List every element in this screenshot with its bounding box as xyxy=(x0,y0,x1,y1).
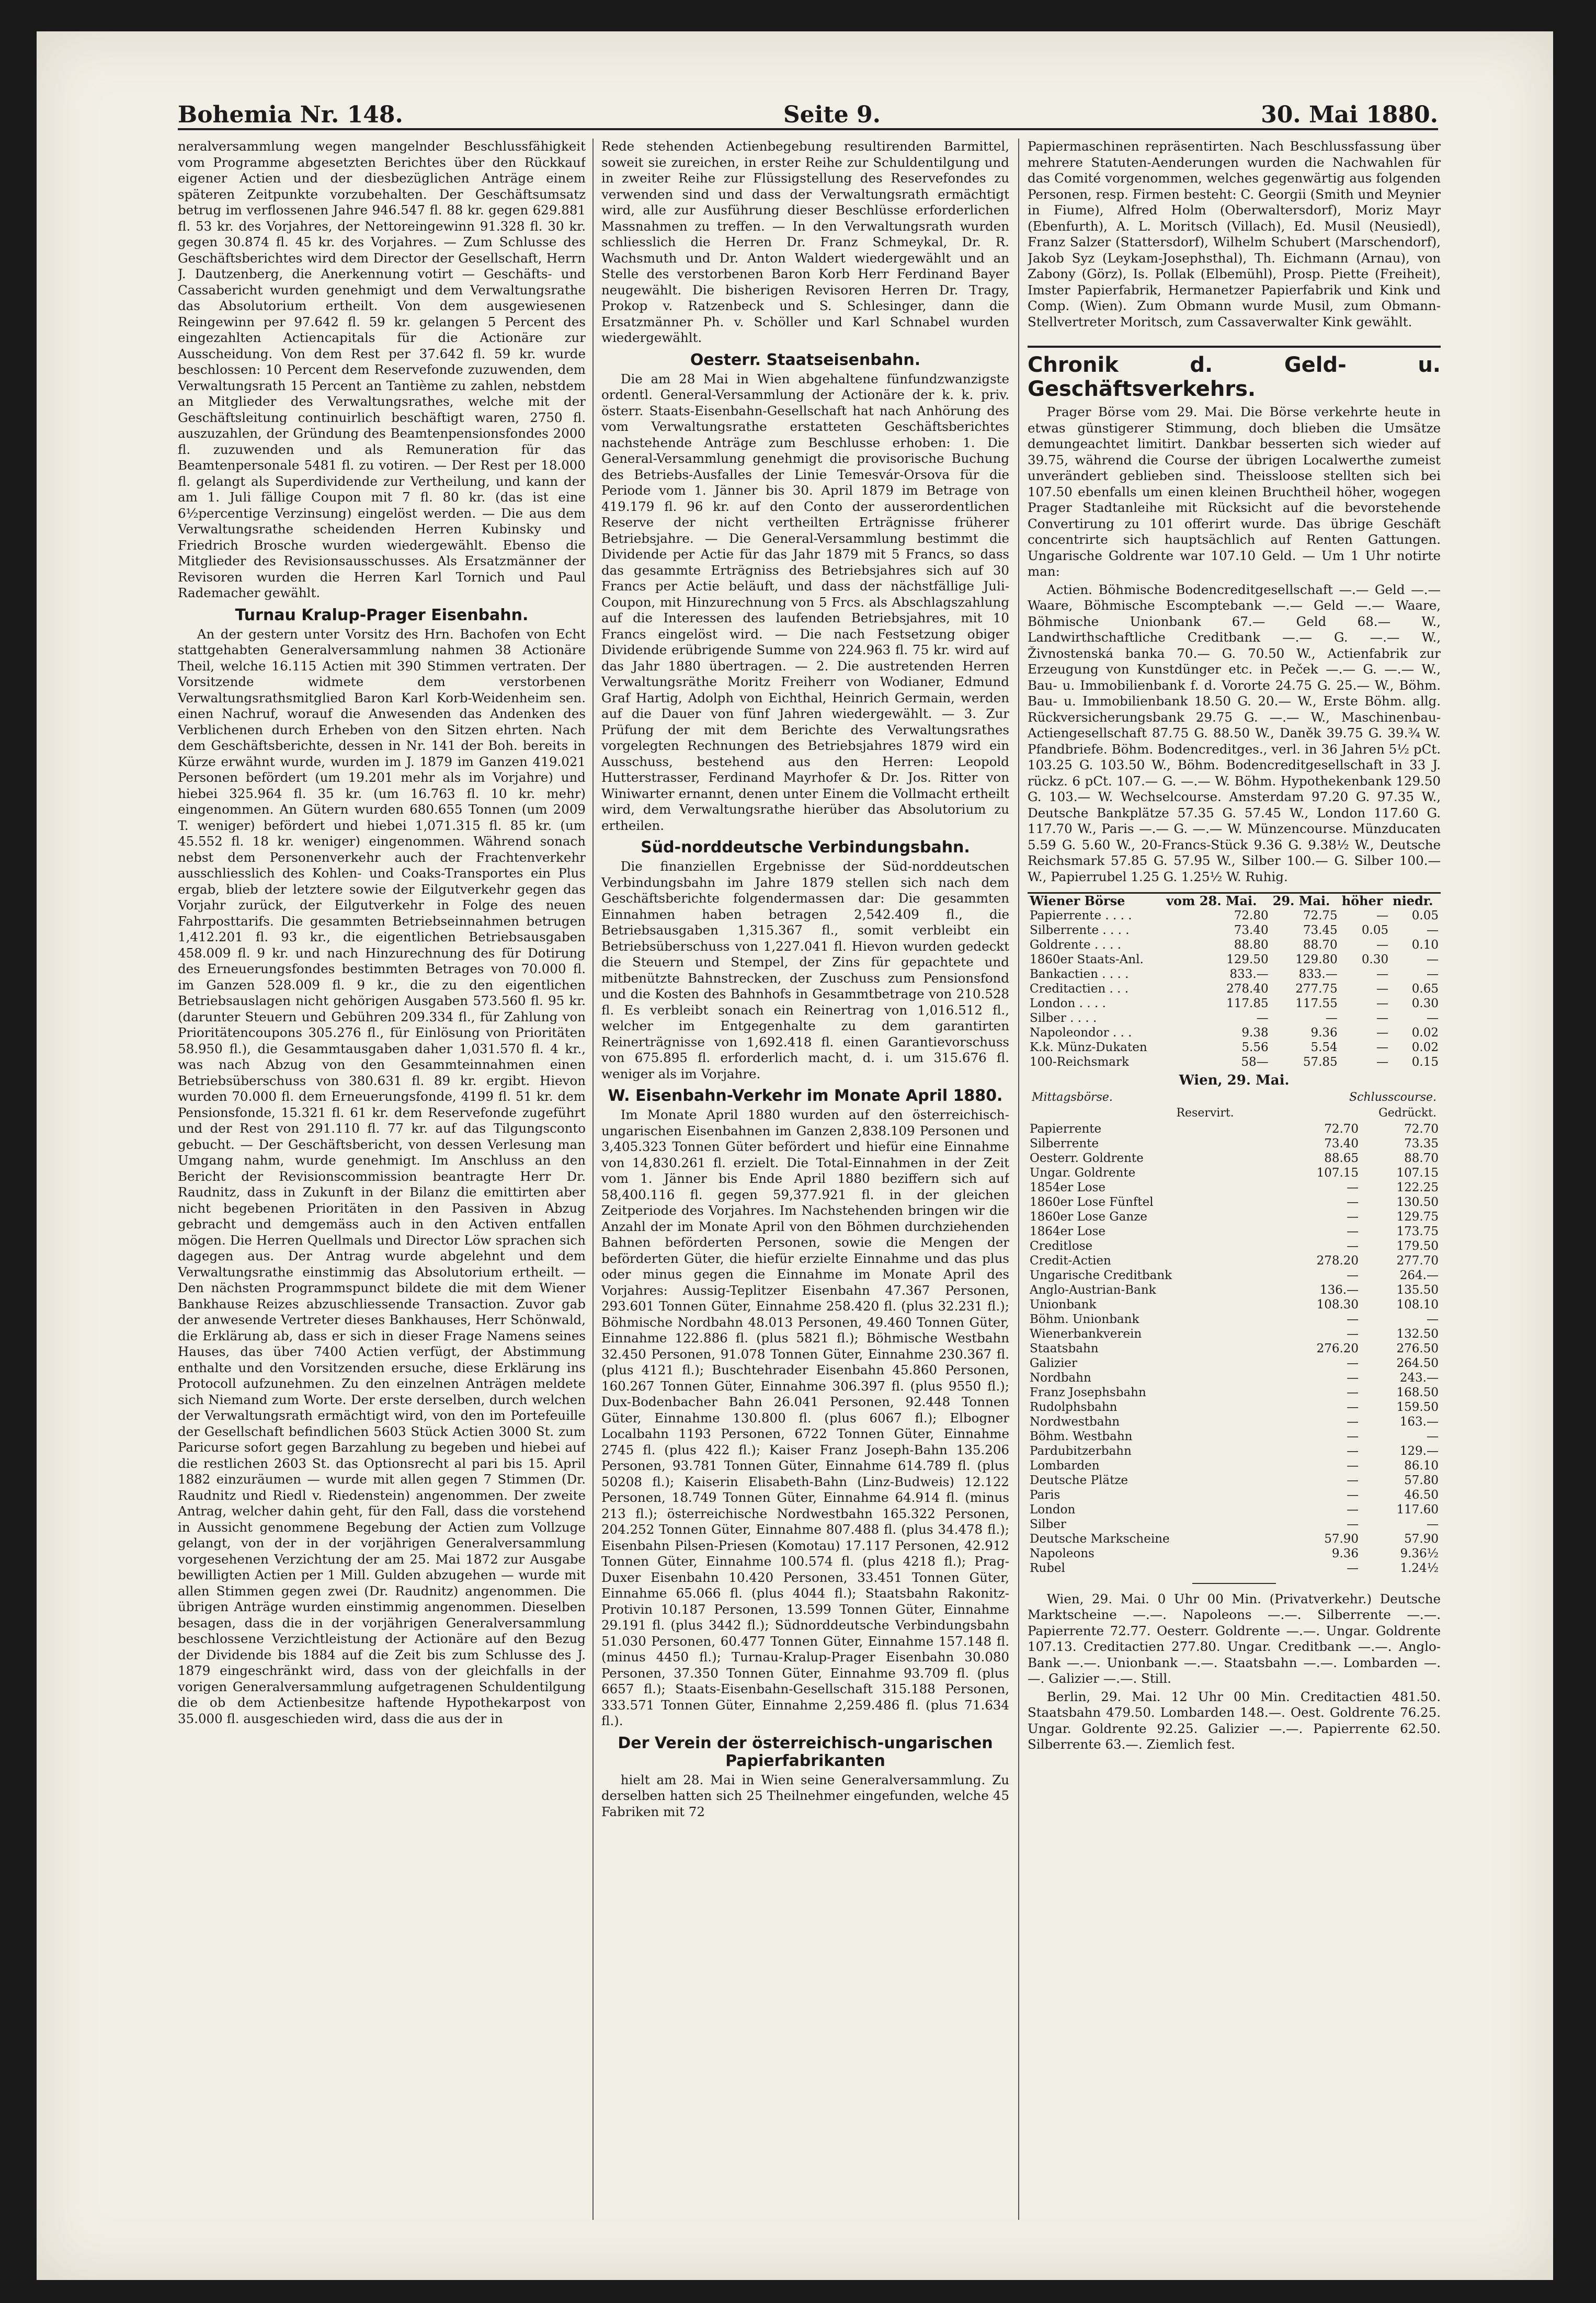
table-cell: 58— xyxy=(1241,1055,1269,1069)
table-cell: — xyxy=(1347,1488,1359,1502)
table-row xyxy=(1028,1561,1441,1576)
section-heading: Chronik d. Geld- u. Geschäftsverkehrs. xyxy=(1028,346,1441,401)
table-cell: — xyxy=(1347,1444,1359,1458)
table-row xyxy=(1028,1532,1441,1546)
table-row xyxy=(1028,1458,1441,1473)
table-cell: Nordwestbahn xyxy=(1030,1415,1120,1429)
table-cell: 122.25 xyxy=(1396,1180,1439,1194)
table-cell: Pardubitzerbahn xyxy=(1030,1444,1132,1458)
table-cell: 88.65 xyxy=(1324,1151,1359,1165)
table-body xyxy=(1028,908,1441,1069)
table-row xyxy=(1028,923,1441,938)
table-row xyxy=(1028,1297,1441,1312)
table-cell: 243.— xyxy=(1399,1371,1439,1385)
table-cell: 1854er Lose xyxy=(1030,1180,1105,1194)
article-heading: Turnau Kralup-Prager Eisenbahn. xyxy=(235,606,529,624)
table-cell: 73.35 xyxy=(1404,1136,1439,1150)
table-header-cell: Wiener Börse xyxy=(1030,893,1125,908)
table-row xyxy=(1028,1180,1441,1195)
table-cell: 9.36 xyxy=(1310,1026,1338,1040)
table-row xyxy=(1028,908,1441,923)
table-header-cell: höher xyxy=(1341,893,1383,908)
table-cell: Silber . . . . xyxy=(1030,1011,1097,1025)
article-paragraph: hielt am 28. Mai in Wien seine Generalversammlung. Zu derselben hatten sich 25 Theilnehmer eingefunden, welche 45 Fabriken mit 72 xyxy=(601,1772,1009,1819)
table-row xyxy=(1028,1517,1441,1532)
table-cell: 88.70 xyxy=(1404,1151,1439,1165)
wien-schluss-table xyxy=(1028,1122,1441,1576)
table-cell: Paris xyxy=(1030,1488,1061,1502)
table-cell: 0.05 xyxy=(1361,924,1389,937)
table-cell: 57.85 xyxy=(1303,1055,1338,1069)
table-cell: — xyxy=(1347,1473,1359,1487)
table-row xyxy=(1028,1341,1441,1356)
article-heading: W. Eisenbahn-Verkehr im Monate April 1880. xyxy=(608,1087,1003,1105)
table-cell: 135.50 xyxy=(1396,1283,1439,1297)
table-cell: — xyxy=(1427,1312,1439,1326)
table-cell: — xyxy=(1347,1415,1359,1429)
table-cell: Galizier xyxy=(1030,1356,1077,1370)
table-cell: 57.80 xyxy=(1404,1473,1439,1487)
table-row xyxy=(1028,1371,1441,1385)
table-cell: 72.70 xyxy=(1404,1122,1439,1136)
table-cell: 1.24½ xyxy=(1400,1561,1439,1575)
table-cell: — xyxy=(1376,1011,1389,1025)
table-row xyxy=(1028,1239,1441,1253)
table-row xyxy=(1028,1385,1441,1400)
column-3 xyxy=(1028,139,1441,2220)
table-cell: — xyxy=(1347,1268,1359,1282)
table-cell: London . . . . xyxy=(1030,997,1106,1010)
table-cell: 0.02 xyxy=(1411,1026,1439,1040)
table-cell: Silber xyxy=(1030,1517,1066,1531)
table-cell: Goldrente . . . . xyxy=(1030,938,1122,952)
table-cell: Deutsche Plätze xyxy=(1030,1473,1128,1487)
table-row xyxy=(1028,982,1441,996)
table-cell: 86.10 xyxy=(1404,1458,1439,1473)
table-row xyxy=(1028,1210,1441,1224)
table-cell: — xyxy=(1376,967,1389,981)
table-cell: 100-Reichsmark xyxy=(1030,1055,1129,1069)
table-header-row xyxy=(1028,894,1441,908)
table-cell: 57.90 xyxy=(1404,1532,1439,1546)
header-date: 30. Mai 1880. xyxy=(1261,101,1438,128)
table-row xyxy=(1028,1040,1441,1055)
table-cell: 0.65 xyxy=(1411,982,1439,996)
table-cell: Böhm. Westbahn xyxy=(1030,1429,1133,1443)
table-cell: — xyxy=(1325,1011,1338,1025)
schlusscourse-label: Schlusscourse. xyxy=(1349,1090,1437,1104)
table-row xyxy=(1028,1488,1441,1502)
table-cell: Lombarden xyxy=(1030,1458,1100,1473)
table-cell: — xyxy=(1427,1429,1439,1443)
table-cell: 5.56 xyxy=(1241,1041,1269,1054)
table-cell: 129.— xyxy=(1399,1444,1439,1458)
article-paragraph: Berlin, 29. Mai. 12 Uhr 00 Min. Creditactien 481.50. Staatsbahn 479.50. Lombarden 148.—. Oest. Goldrente 76.25. Ungar. Goldrente 92.25. Galizier —.—. Papierrente 62.50. Silberrente 63.—. Ziemlich fest. xyxy=(1028,1689,1441,1752)
table-cell: — xyxy=(1376,1026,1389,1040)
table-cell: 179.50 xyxy=(1396,1239,1439,1253)
table-cell: 73.40 xyxy=(1234,924,1269,937)
table-cell: — xyxy=(1427,1011,1439,1025)
table-cell: 9.36 xyxy=(1331,1546,1359,1560)
table-cell: 5.54 xyxy=(1310,1041,1338,1054)
table-row xyxy=(1028,1136,1441,1151)
table-cell: 0.10 xyxy=(1411,938,1439,952)
table-cell: Napoleondor . . . xyxy=(1030,1026,1132,1040)
table-cell: — xyxy=(1347,1517,1359,1531)
article-heading: Der Verein der österreichisch-ungarischen Papierfabrikanten xyxy=(618,1734,993,1770)
article-heading: Süd-norddeutsche Verbindungsbahn. xyxy=(641,838,970,857)
table-cell: 107.15 xyxy=(1396,1166,1439,1180)
table-cell: 1860er Staats-Anl. xyxy=(1030,953,1144,966)
table-row xyxy=(1028,1166,1441,1180)
table-cell: 136.— xyxy=(1319,1283,1359,1297)
table-cell: Staatsbahn xyxy=(1030,1341,1099,1355)
wiener-boerse-table-block xyxy=(1028,892,1441,1069)
header-masthead: Bohemia Nr. 148. xyxy=(178,101,403,128)
article-paragraph: Wien, 29. Mai. 0 Uhr 00 Min. (Privatverkehr.) Deutsche Marktscheine —.—. Napoleons —.—. Silberrente —.—. Papierrente 72.77. Oesterr. Goldrente —.—. Ungar. Goldrente 107.13. Creditactien 277.80. Ungar. Creditbank —.—. Anglo-Bank —.—. Unionbank —.—. Staatsbahn —.—. Lombarden —.—. Galizier —.—. Still. xyxy=(1028,1591,1441,1686)
reservirt-label: Reservirt. xyxy=(1176,1107,1234,1120)
table-cell: — xyxy=(1347,1312,1359,1326)
table-row xyxy=(1028,1415,1441,1429)
table-cell: 129.75 xyxy=(1396,1210,1439,1224)
table-cell: Böhm. Unionbank xyxy=(1030,1312,1139,1326)
table-row xyxy=(1028,967,1441,982)
table-cell: 108.10 xyxy=(1396,1297,1439,1312)
table-cell: 1864er Lose xyxy=(1030,1224,1105,1238)
table-cell: — xyxy=(1376,1041,1389,1054)
table-row xyxy=(1028,1055,1441,1069)
table-sublabels xyxy=(1028,1090,1441,1106)
table-cell: — xyxy=(1347,1224,1359,1238)
table-cell: — xyxy=(1427,924,1439,937)
table-cell: Papierrente xyxy=(1030,1122,1102,1136)
table-cell: — xyxy=(1376,938,1389,952)
table-cell: 0.30 xyxy=(1411,997,1439,1010)
table-body xyxy=(1028,1122,1441,1576)
divider xyxy=(1192,1583,1276,1584)
table-row xyxy=(1028,1151,1441,1166)
table-cell: 88.80 xyxy=(1234,938,1269,952)
article-paragraph: Actien. Böhmische Bodencreditgesellschaft —.— Geld —.— Waare, Böhmische Escomptebank —.— Geld —.— Waare, Böhmische Unionbank 67.— Geld 68.— W., Landwirthschaftliche Creditbank —.— G. —.— W., Živnostenská banka 70.— G. 70.50 W., Actienfabrik zur Erzeugung von Kunstdünger etc. in Peček —.— G. —.— W., Bau- u. Immobilienbank f. d. Vororte 24.75 G. 25.— W., Böhm. Bau- u. Immobilienbank 18.50 G. 20.— W., Erste Böhm. allg. Rückversicherungsbank 29.75 G. —.— W., Maschinenbau-Actiengesellschaft 87.75 G. 88.50 W., Daněk 39.75 G. 39.¾ W. Pfandbriefe. Böhm. Bodencreditges., verl. in 36 Jahren 5½ pCt. 103.25 G. 103.50 W., Böhm. Bodencreditgesellschaft in 33 J. rückz. 6 pCt. 107.— G. —.— W. Böhm. Hypothekenbank 129.50 G. 103.— W. Wechselcourse. Amsterdam 97.20 G. 97.35 W., Deutsche Bankplätze 57.35 G. 57.45 W., London 117.60 G. 117.70 W., Paris —.— G. —.— W. Münzencourse. Münzducaten 5.59 G. 5.60 W., 20-Francs-Stück 9.36 G. 9.38½ W., Deutsche Reichsmark 57.85 G. 57.95 W., Silber 100.— G. Silber 100.— W., Papierrubel 1.25 G. 1.25½ W. Ruhig. xyxy=(1028,582,1441,884)
wiener-boerse-table xyxy=(1028,894,1441,1069)
table-cell: — xyxy=(1347,1195,1359,1209)
table-cell: — xyxy=(1347,1502,1359,1517)
table-cell: 1860er Lose Fünftel xyxy=(1030,1195,1154,1209)
table-cell: 173.75 xyxy=(1396,1224,1439,1238)
page-header xyxy=(178,81,1438,130)
table-cell: — xyxy=(1376,1055,1389,1069)
table-row xyxy=(1028,1011,1441,1025)
table-cell: 129.50 xyxy=(1226,953,1269,966)
table-cell: Silberrente xyxy=(1030,1136,1099,1150)
table-cell: 72.80 xyxy=(1234,909,1269,922)
table-row xyxy=(1028,1444,1441,1458)
table-cell: — xyxy=(1427,967,1439,981)
table-row xyxy=(1028,1224,1441,1239)
article-paragraph: An der gestern unter Vorsitz des Hrn. Bachofen von Echt stattgehabten Generalversammlung nahmen 38 Actionäre Theil, welche 16.115 Actien mit 390 Stimmen vertraten. Der Vorsitzende widmete dem verstorbenen Verwaltungsrathsmitglied Baron Karl Korb-Weidenheim sen. einen Nachruf, worauf die Anwesenden das Andenken des Verblichenen durch Erheben von den Sitzen ehrten. Nach dem Geschäftsberichte, dessen in Nr. 141 der Boh. bereits in Kürze erwähnt wurde, wurden im J. 1879 im Ganzen 419.021 Personen befördert (um 19.201 mehr als im Vorjahre) und hiebei 325.964 fl. 35 kr. (um 16.763 fl. 10 kr. mehr) eingenommen. An Gütern wurden 680.655 Tonnen (um 2009 T. weniger) befördert und hiebei 1,071.315 fl. 85 kr. (um 45.552 fl. 18 kr. weniger) eingenommen. Während sonach nebst dem Personenverkehr auch der Frachtenverkehr ausschliesslich des Kohlen- und Coaks-Transportes ein Plus ergab, blieb der letztere sowie der Eilgutverkehr gegen das Vorjahr zurück, der Eilgutverkehr in Folge des neuen Fahrposttarifs. Die gesammten Betriebseinnahmen betrugen 1,412.201 fl. 93 kr., die eigentlichen Betriebsausgaben 458.009 fl. 9 kr. und nach Hinzurechnung des für Dotirung des Erneuerungsfondes bestimmten Betrages von 70.000 fl. im Ganzen 528.009 fl. 9 kr., die zu den eigentlichen Betriebsauslagen nicht gehörigen Ausgaben 573.560 fl. 95 kr. (darunter Steuern und Gebühren 209.334 fl., für Zahlung von Prioritätencoupons 305.276 fl., für Einlösung von Prioritäten 58.950 fl.), die Gesammtausgaben daher 1,031.570 fl. 4 kr., was nach Abzug von den Gesammteinnahmen einen Betriebsüberschuss von 380.631 fl. 89 kr. ergibt. Hievon wurden 70.000 fl. dem Erneuerungsfonde, 4199 fl. 51 kr. dem Pensionsfonde, 15.321 fl. 61 kr. dem Reservefonde zugeführt und der Rest von 291.110 fl. 77 kr. auf das Tilgungsconto gebucht. — Der Geschäftsbericht, von dessen Verlesung man Umgang nahm, wurde genehmigt. Im Anschluss an den Bericht der Revisionscommission beantragte Herr Dr. Raudnitz, dass in Zukunft in der Bilanz die emittirten aber nicht begebenen Prioritäten in den Passiven in Abzug gebracht und demgemäss auch in den Activen entfallen mögen. Die Herren Quellmals und Director Löw sprachen sich dagegen aus. Der Antrag wurde abgelehnt und dem Verwaltungsrathe einstimmig das Absolutorium ertheilt. — Den nächsten Programmspunct bildete die mit dem Wiener Bankhause Reizes abzuschliessende Transaction. Zuvor gab der anwesende Vertreter dieses Bankhauses, Herr Schönwald, die Erklärung ab, dass er sich in dieser Frage Namens seines Hauses, das über 7400 Actien verfügt, der Abstimmung enthalte und den Vorsitzenden ersuche, diese Erklärung ins Protocoll aufzunehmen. Zu den einzelnen Anträgen meldete sich Niemand zum Worte. Der erste derselben, durch welchen der Verwaltungsrath ermächtigt wird, von den im Portefeuille der Gesellschaft befindlichen 5603 Stück Actien 3000 St. zum Paricurse sofort gegen Barzahlung zu begeben und hiebei auf die restlichen 2603 St. das Optionsrecht al pari bis 15. April 1882 einzuräumen — wurde mit allen gegen 7 Stimmen (Dr. Raudnitz und Riedl v. Riedenstein) angenommen. Der zweite Antrag, welcher dahin geht, für den Fall, dass die vorstehend in Aussicht genommene Begebung der Actien zum Vollzuge gelangt, von der in der vorjährigen Generalversammlung vorgesehenen Verzichtung der am 25. Mai 1872 zur Ausgabe bewilligten Actien per 1 Mill. Gulden abzugehen — wurde mit allen Stimmen gegen zwei (Dr. Raudnitz) angenommen. Die übrigen Anträge wurden einstimmig angenommen. Dieselben besagen, dass die in der vorjährigen Generalversammlung beschlossene Verzichtleistung der Actionäre auf den Bezug der Dividende bis 1884 auf die Zeit bis zum Schlusse des J. 1879 eingeschränkt wird, dass von der gleichfalls in der vorigen Generalversammlung aufgetragenen Schuldentilgung die ob dem Actienbesitze haftende Hypothekarpost von 35.000 fl. ausgeschieden wird, dass die aus der in xyxy=(178,626,586,1726)
table-cell: Nordbahn xyxy=(1030,1371,1091,1385)
column-rule xyxy=(592,139,594,2220)
table-cell: 9.36½ xyxy=(1400,1546,1439,1560)
table-cell: — xyxy=(1347,1356,1359,1370)
table-cell: 276.20 xyxy=(1316,1341,1359,1355)
table-cell: 72.75 xyxy=(1303,909,1338,922)
table-cell: — xyxy=(1376,982,1389,996)
table-row xyxy=(1028,1268,1441,1283)
table-title: Wien, 29. Mai. xyxy=(1179,1073,1290,1088)
table-cell: 72.70 xyxy=(1324,1122,1359,1136)
table-cell: 129.80 xyxy=(1295,953,1338,966)
table-cell: — xyxy=(1427,953,1439,966)
table-cell: — xyxy=(1347,1371,1359,1385)
article-paragraph: Die finanziellen Ergebnisse der Süd-norddeutschen Verbindungsbahn im Jahre 1879 stellen sich nach dem Geschäftsberichte folgendermassen dar: Die gesammten Einnahmen haben betragen 2,542.409 fl., die Betriebsausgaben 1,315.367 fl., somit verbleibt ein Betriebsüberschuss von 1,227.041 fl. Hievon wurden gedeckt die Steuern und Stempel, der Zins für gepachtete und mitbenützte Bahnstrecken, der Zuschuss zum Pensionsfond und die Kosten des Bahnhofs in Gesammtbetrage von 210.528 fl. Es verbleibt sonach ein Reinertrag von 1,016.512 fl., welcher im Entgegenhalte zu dem garantirten Reinerträgnisse von 1,692.418 fl. einen Garantievorschuss von 675.895 fl. erforderlich macht, d. i. um 315.676 fl. weniger als im Vorjahre. xyxy=(601,859,1009,1081)
table-cell: 163.— xyxy=(1399,1415,1439,1429)
table-cell: Credit-Actien xyxy=(1030,1253,1111,1268)
table-cell: 57.90 xyxy=(1324,1532,1359,1546)
article-heading: Oesterr. Staatseisenbahn. xyxy=(690,350,921,369)
table-cell: 117.85 xyxy=(1226,997,1269,1010)
table-header-cell: niedr. xyxy=(1393,893,1433,908)
table-cell: — xyxy=(1347,1210,1359,1224)
table-cell: Oesterr. Goldrente xyxy=(1030,1151,1144,1165)
table-row xyxy=(1028,1502,1441,1517)
newspaper-page xyxy=(37,31,1553,2280)
table-cell: 107.15 xyxy=(1316,1166,1359,1180)
table-cell: Rudolphsbahn xyxy=(1030,1400,1118,1414)
table-cell: — xyxy=(1347,1429,1359,1443)
table-cell: 264.50 xyxy=(1396,1356,1439,1370)
article-paragraph: Im Monate April 1880 wurden auf den österreichisch-ungarischen Eisenbahnen im Ganzen 2,838.109 Personen und 3,405.323 Tonnen Güter befördert und hiefür eine Einnahme von 14,830.261 fl. erzielt. Die Total-Einnahmen in der Zeit vom 1. Jänner bis Ende April 1880 beziffern sich auf 58,400.116 fl. gegen 59,377.921 fl. in der gleichen Zeitperiode des Vorjahres. Im Nachstehenden bringen wir die Anzahl der im Monate April von den Böhmen durchziehenden Bahnen beförderten Personen, sowie die Mengen der beförderten Güter, die hiefür erzielte Einnahme und das plus oder minus gegen die Einnahme im Monate April des Vorjahres: Aussig-Teplitzer Eisenbahn 47.367 Personen, 293.601 Tonnen Güter, Einnahme 258.420 fl. (plus 32.231 fl.); Böhmische Nordbahn 48.013 Personen, 49.460 Tonnen Güter, Einnahme 122.886 fl. (plus 5821 fl.); Böhmische Westbahn 32.450 Personen, 91.078 Tonnen Güter, Einnahme 230.367 fl. (plus 4121 fl.); Buschtehrader Eisenbahn 45.860 Personen, 160.267 Tonnen Güter, Einnahme 306.397 fl. (plus 9550 fl.); Dux-Bodenbacher Bahn 26.041 Personen, 92.448 Tonnen Güter, Einnahme 130.800 fl. (plus 6067 fl.); Elbogner Localbahn 1193 Personen, 6722 Tonnen Güter, Einnahme 2745 fl. (plus 422 fl.); Kaiser Franz Joseph-Bahn 135.206 Personen, 93.781 Tonnen Güter, Einnahme 614.789 fl. (plus 50208 fl.); Kaiserin Elisabeth-Bahn (Linz-Budweis) 12.122 Personen, 18.749 Tonnen Güter, Einnahme 64.914 fl. (minus 213 fl.); österreichische Nordwestbahn 165.322 Personen, 204.252 Tonnen Güter, Einnahme 807.488 fl. (plus 34.478 fl.); Eisenbahn Pilsen-Priesen (Komotau) 17.117 Personen, 42.912 Tonnen Güter, Einnahme 100.574 fl. (plus 4218 fl.); Prag-Duxer Eisenbahn 10.420 Personen, 33.451 Tonnen Güter, Einnahme 65.066 fl. (plus 4044 fl.); Staatsbahn Rakonitz-Protivin 10.187 Personen, 13.599 Tonnen Güter, Einnahme 29.191 fl. (plus 3442 fl.); Südnorddeutsche Verbindungsbahn 51.030 Personen, 60.477 Tonnen Güter, Einnahme 157.148 fl. (minus 4450 fl.); Turnau-Kralup-Prager Eisenbahn 30.080 Personen, 37.350 Tonnen Güter, Einnahme 93.709 fl. (plus 6657 fl.); Staats-Eisenbahn-Gesellschaft 315.188 Personen, 333.571 Tonnen Güter, Einnahme 2,259.486 fl. (plus 71.634 fl.). xyxy=(601,1107,1009,1728)
gedrueckt-label: Gedrückt. xyxy=(1378,1107,1437,1120)
table-cell: Deutsche Markscheine xyxy=(1030,1532,1170,1546)
column-1 xyxy=(178,139,586,2220)
table-cell: 73.45 xyxy=(1303,924,1338,937)
table-cell: 132.50 xyxy=(1396,1327,1439,1341)
table-cell: 88.70 xyxy=(1303,938,1338,952)
table-row xyxy=(1028,1356,1441,1371)
table-cell: Creditlose xyxy=(1030,1239,1093,1253)
table-cell: — xyxy=(1427,1517,1439,1531)
table-cell: 278.40 xyxy=(1226,982,1269,996)
table-row xyxy=(1028,1253,1441,1268)
table-row xyxy=(1028,1546,1441,1561)
table-cell: Bankactien . . . . xyxy=(1030,967,1129,981)
table-cell: Papierrente . . . . xyxy=(1030,909,1132,922)
table-row xyxy=(1028,996,1441,1011)
table-row xyxy=(1028,1473,1441,1488)
table-cell: Creditactien . . . xyxy=(1030,982,1129,996)
table-row xyxy=(1028,1283,1441,1297)
article-paragraph: Papiermaschinen repräsentirten. Nach Beschlussfassung über mehrere Statuten-Aenderungen wurden die Nachwahlen für das Comité vorgenommen, welches gegenwärtig aus folgenden Personen, resp. Firmen besteht: C. Georgii (Smith und Meynier in Fiume), Alfred Holm (Oberwaltersdorf), Moriz Mayr (Ebenfurth), A. L. Moritsch (Villach), Ed. Musil (Neusiedl), Franz Salzer (Stattersdorf), Wilhelm Schubert (Marschendorf), Jakob Syz (Leykam-Josephsthal), Th. Eichmann (Arnau), von Zabony (Görz), Is. Pollak (Elbemühl), Prosp. Piette (Freiheit), Imster Papierfabrik, Hermanetzer Papierfabrik und Kink und Comp. (Wien). Zum Obmann wurde Musil, zum Obmann-Stellvertreter Moritsch, zum Cassaverwalter Kink gewählt. xyxy=(1028,139,1441,329)
table-cell: 9.38 xyxy=(1241,1026,1269,1040)
table-cell: Anglo-Austrian-Bank xyxy=(1030,1283,1156,1297)
table-cell: — xyxy=(1376,997,1389,1010)
table-cell: — xyxy=(1347,1561,1359,1575)
table-cell: Silberrente . . . . xyxy=(1030,924,1130,937)
table-cell: 277.70 xyxy=(1396,1253,1439,1268)
table-cell: London xyxy=(1030,1502,1076,1517)
article-paragraph: Prager Börse vom 29. Mai. Die Börse verkehrte heute in etwas günstigerer Stimmung, doch blieben die Umsätze demungeachtet limitirt. Dankbar besserten sich wieder auf 39.75, während die Course der übrigen Localwerthe zumeist unverändert geblieben sind. Theissloose stellten sich bei 107.50 ebenfalls um einen kleinen Bruchtheil höher, wogegen Prager Stadtanleihe mit Rücksicht auf die bevorstehende Convertirung zu 101 offerirt wurde. Das übrige Geschäft concentrirte sich hauptsächlich auf Renten Gattungen. Ungarische Goldrente war 107.10 Geld. — Um 1 Uhr notirte man: xyxy=(1028,404,1441,579)
table-cell: — xyxy=(1347,1327,1359,1341)
table-cell: 0.05 xyxy=(1411,909,1439,922)
table-cell: — xyxy=(1347,1458,1359,1473)
table-cell: 46.50 xyxy=(1404,1488,1439,1502)
table-cell: 130.50 xyxy=(1396,1195,1439,1209)
table-cell: Rubel xyxy=(1030,1561,1065,1575)
table-header-cell: vom 28. Mai. xyxy=(1166,893,1257,908)
table-row xyxy=(1028,1195,1441,1210)
table-cell: 278.20 xyxy=(1316,1253,1359,1268)
article-paragraph: Die am 28 Mai in Wien abgehaltene fünfundzwanzigste ordentl. General-Versammlung der Actionäre der k. k. priv. österr. Staats-Eisenbahn-Gesellschaft hat nach Anhörung des vom Verwaltungsrathe erstatteten Geschäftsberichtes nachstehende Anträge zum Beschlusse erhoben: 1. Die General-Versammlung genehmigt die provisorische Buchung des Betriebs-Ausfalles der Linie Temesvár-Orsova für die Periode vom 1. Jänner bis 30. April 1879 im Betrage von 419.179 fl. 96 kr. auf den Conto der ausserordentlichen Reserve der nicht vertheilten Erträgnisse früherer Betriebsjahre. — Die General-Versammlung bestimmt die Dividende per Actie für das Jahr 1879 mit 5 Francs, so dass das gesammte Erträgniss des Betriebsjahres sich auf 30 Francs per Actie beläuft, und dass der nächstfällige Juli-Coupon, mit Hinzurechnung von 5 Frcs. als Abschlagszahlung auf die Interessen des laufenden Betriebsjahres, mit 10 Francs eingelöst wird. — Die nach Festsetzung obiger Dividende erübrigende Summe von 224.963 fl. 75 kr. wird auf das Jahr 1880 übertragen. — 2. Die austretenden Herren Verwaltungsräthe Moritz Freiherr von Wodianer, Edmund Graf Hartig, Adolph von Eichthal, Heinrich Germain, werden auf die Dauer von fünf Jahren wiedergewählt. — 3. Zur Prüfung der mit dem Berichte des Verwaltungsrathes vorgelegten Rechnungen des Betriebsjahres 1879 wird ein Ausschuss, bestehend aus den Herren: Leopold Hutterstrasser, Ferdinand Mayrhofer & Dr. Jos. Ritter von Winiwarter ernannt, denen unter Einem die Vollmacht ertheilt wird, dem Verwaltungsrathe hierüber das Absolutorium zu ertheilen. xyxy=(601,371,1009,833)
table-cell: 833.— xyxy=(1229,967,1269,981)
table-cell: 833.— xyxy=(1298,967,1338,981)
table-cell: 108.30 xyxy=(1316,1297,1359,1312)
table-cell: — xyxy=(1347,1180,1359,1194)
table-cell: Ungarische Creditbank xyxy=(1030,1268,1172,1282)
table-cell: Napoleons xyxy=(1030,1546,1095,1560)
table-cell: 0.02 xyxy=(1411,1041,1439,1054)
table-row xyxy=(1028,1312,1441,1327)
table-cell: 276.50 xyxy=(1396,1341,1439,1355)
table-cell: Ungar. Goldrente xyxy=(1030,1166,1136,1180)
column-rule xyxy=(1018,139,1019,2220)
table-cell: Franz Josephsbahn xyxy=(1030,1385,1146,1399)
table-cell: — xyxy=(1376,909,1389,922)
table-cell: 0.30 xyxy=(1361,953,1389,966)
table-cell: 73.40 xyxy=(1324,1136,1359,1150)
table-row xyxy=(1028,1429,1441,1444)
table-cell: 117.55 xyxy=(1295,997,1338,1010)
table-cell: Wienerbankverein xyxy=(1030,1327,1142,1341)
header-page-number: Seite 9. xyxy=(783,101,881,128)
table-cell: Unionbank xyxy=(1030,1297,1097,1312)
table-row xyxy=(1028,952,1441,967)
table-cell: — xyxy=(1256,1011,1269,1025)
mittagsboerse-label: Mittagsbörse. xyxy=(1032,1090,1113,1104)
table-cell: 264.— xyxy=(1399,1268,1439,1282)
table-cell: 168.50 xyxy=(1396,1385,1439,1399)
table-cell: — xyxy=(1347,1400,1359,1414)
table-row xyxy=(1028,1400,1441,1415)
table-cell: 277.75 xyxy=(1295,982,1338,996)
table-sublabels xyxy=(1028,1105,1441,1122)
table-row xyxy=(1028,1025,1441,1040)
table-cell: 159.50 xyxy=(1396,1400,1439,1414)
article-paragraph: neralversammlung wegen mangelnder Beschlussfähigkeit vom Programme abgesetzten Berichtes über den Rückkauf eigener Actien und der diesbezüglichen Anträge einem späteren Zeitpunkte vorzubehalten. Der Geschäftsumsatz betrug im verflossenen Jahre 946.547 fl. 88 kr. gegen 629.881 fl. 53 kr. des Vorjahres, der Nettoreingewinn 91.328 fl. 30 kr. gegen 30.874 fl. 45 kr. des Vorjahres. — Zum Schlusse des Geschäftsberichtes wird dem Director der Gesellschaft, Herrn J. Dautzenberg, die Anerkennung votirt — Geschäfts- und Cassabericht wurden genehmigt und dem Verwaltungsrathe das Absolutorium ertheilt. Von dem ausgewiesenen Reingewinn per 97.642 fl. 59 kr. gelangen 5 Percent des eingezahlten Actiencapitals für die Actionäre zur Ausscheidung. Von dem Rest per 37.642 fl. 59 kr. wurde beschlossen: 10 Percent dem Reservefonde zuzuwenden, dem Verwaltungsrath 15 Percent an Tantième zu zahlen, nebstdem an Mitglieder des Verwaltungsrathes, welche mit der Geschäftsleitung continuirlich beschäftigt waren, 2750 fl. auszuzahlen, der Gründung des Beamtenpensionsfondes 2000 fl. zuzuwenden und als Remuneration für das Beamtenpersonale 5481 fl. zu votiren. — Der Rest per 18.000 fl. gelangt als Superdividende zur Vertheilung, und kann der am 1. Juli fällige Coupon mit 7 fl. 80 kr. (das ist eine 6½percentige Verzinsung) eingelöst werden. — Die aus dem Verwaltungsrathe scheidenden Herren Kubinsky und Friedrich Brosche wurden wiedergewählt. Ebenso die Mitglieder des Revisionsausschusses. Als Ersatzmänner der Revisoren wurden die Herren Karl Tornich und Paul Rademacher gewählt. xyxy=(178,139,586,600)
table-cell: — xyxy=(1347,1385,1359,1399)
table-cell: K.k. Münz-Dukaten xyxy=(1030,1041,1147,1054)
article-paragraph: Rede stehenden Actienbegebung resultirenden Barmittel, soweit sie zureichen, in erster Reihe zur Schuldentilgung und in zweiter Reihe zur Flüssigstellung des Reservefondes zu verwenden sind und dass der Verwaltungsrath ermächtigt wird, alle zur Ausführung dieser Beschlüsse erforderlichen Massnahmen zu treffen. — In den Verwaltungsrath wurden schliesslich die Herren Dr. Franz Schmeykal, Dr. R. Wachsmuth und Dr. Anton Waldert wiedergewählt und an Stelle des verstorbenen Baron Korb Herr Ferdinand Bayer neugewählt. Die bisherigen Revisoren Herren Dr. Tragy, Prokop v. Ratzenbeck und S. Schlesinger, dann die Ersatzmänner Ph. v. Schöller und Karl Schnabel wurden wiedergewählt. xyxy=(601,139,1009,345)
table-cell: 0.15 xyxy=(1411,1055,1439,1069)
table-cell: — xyxy=(1347,1239,1359,1253)
table-cell: 1860er Lose Ganze xyxy=(1030,1210,1147,1224)
column-2 xyxy=(601,139,1009,2220)
table-cell: 117.60 xyxy=(1396,1502,1439,1517)
table-row xyxy=(1028,1327,1441,1341)
table-row xyxy=(1028,1122,1441,1136)
table-header-cell: 29. Mai. xyxy=(1272,893,1330,908)
table-row xyxy=(1028,938,1441,952)
